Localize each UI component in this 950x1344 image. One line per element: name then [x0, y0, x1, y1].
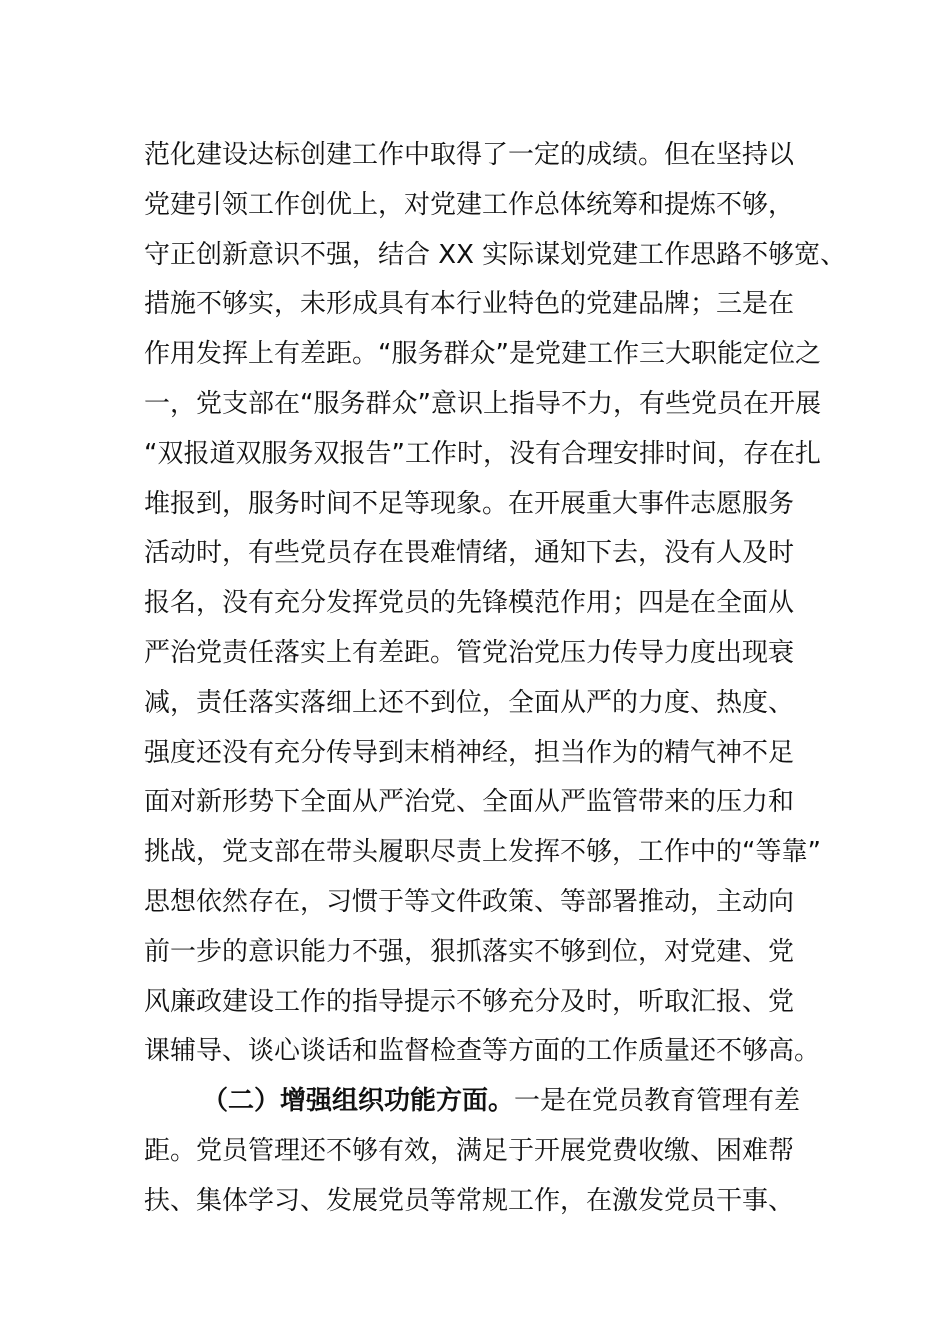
- text-line: “双报道双服务双报告”工作时，没有合理安排时间，存在扎: [144, 438, 821, 469]
- section-heading-continuation: 一是在党员教育管理有差: [514, 1086, 801, 1117]
- text-line: 面对新形势下全面从严治党、全面从严监管带来的压力和: [144, 787, 795, 818]
- body-text: [144, 131, 864, 1227]
- text-line: 一，党支部在“服务群众”意识上指导不力，有些党员在开展: [144, 388, 821, 419]
- text-line: 强度还没有充分传导到末梢神经，担当作为的精气神不足: [144, 737, 795, 768]
- text-line: 堆报到，服务时间不足等现象。在开展重大事件志愿服务: [144, 488, 795, 519]
- text-line: 扶、集体学习、发展党员等常规工作，在激发党员干事、: [144, 1185, 795, 1216]
- text-line: 前一步的意识能力不强，狠抓落实不够到位，对党建、党: [144, 936, 795, 967]
- text-line: 挑战，党支部在带头履职尽责上发挥不够，工作中的“等靠”: [144, 837, 821, 868]
- section-heading-line: [144, 1077, 864, 1127]
- text-line: 风廉政建设工作的指导提示不够充分及时，听取汇报、党: [144, 986, 795, 1017]
- text-line: 活动时，有些党员存在畏难情绪，通知下去，没有人及时: [144, 538, 795, 569]
- text-line: 守正创新意识不强，结合 XX 实际谋划党建工作思路不够宽、: [144, 239, 847, 270]
- text-line: 措施不够实，未形成具有本行业特色的党建品牌；三是在: [144, 289, 795, 320]
- text-line: 作用发挥上有差距。“服务群众”是党建工作三大职能定位之: [144, 339, 821, 370]
- text-line: 范化建设达标创建工作中取得了一定的成绩。但在坚持以: [144, 140, 795, 170]
- text-line: 党建引领工作创优上，对党建工作总体统筹和提炼不够，: [144, 189, 795, 220]
- text-line: 距。党员管理还不够有效，满足于开展党费收缴、困难帮: [144, 1135, 795, 1166]
- text-line: 报名，没有充分发挥党员的先锋模范作用；四是在全面从: [144, 588, 795, 619]
- text-line: 课辅导、谈心谈话和监督检查等方面的工作质量还不够高。: [144, 1036, 821, 1067]
- text-line: 严治党责任落实上有差距。管党治党压力传导力度出现衰: [144, 637, 795, 668]
- text-line: 思想依然存在，习惯于等文件政策、等部署推动，主动向: [144, 886, 795, 917]
- text-line: 减，责任落实落细上还不到位，全面从严的力度、热度、: [144, 687, 795, 718]
- section-heading: （二）增强组织功能方面。: [202, 1086, 515, 1117]
